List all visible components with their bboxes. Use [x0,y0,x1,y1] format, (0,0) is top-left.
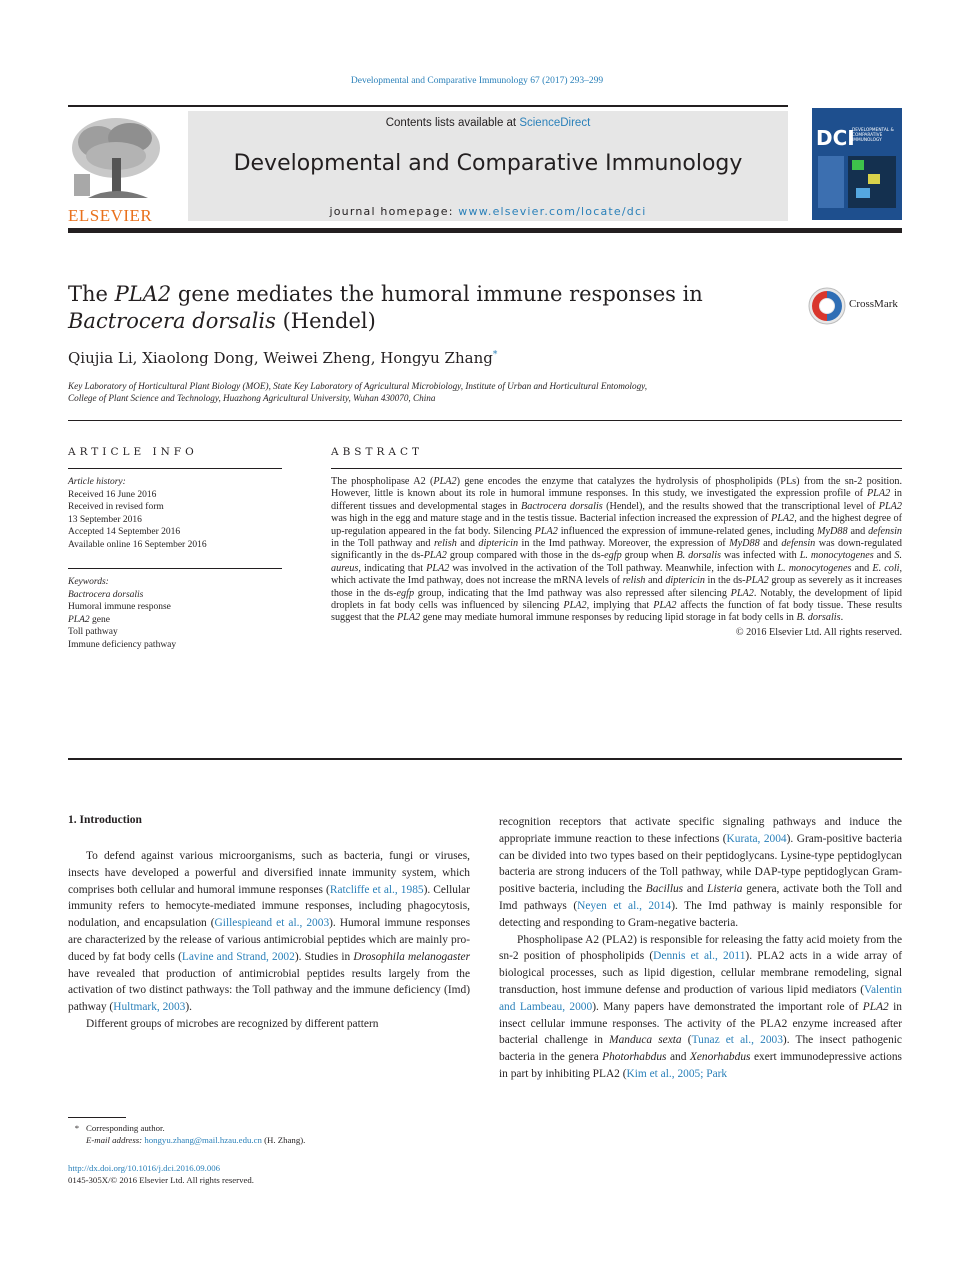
crossmark-label[interactable]: CrossMark [849,298,898,310]
journal-cover[interactable] [812,108,902,220]
email-link[interactable]: hongyu.zhang@mail.hzau.edu.cn [144,1135,262,1145]
contents-line: Contents lists available at ScienceDirect [385,117,591,129]
footnote: * Corresponding author. E-mail address: hongyu.zhang@mail.hzau.edu.cn (H. Zhang). [74,1123,306,1145]
elsevier-tree-logo [68,114,164,206]
abstract-copyright: © 2016 Elsevier Ltd. All rights reserved. [735,626,902,638]
abstract-heading: ABSTRACT [331,446,424,458]
corresponding-mark[interactable]: * [492,350,498,360]
info-rule [68,468,282,469]
intro-right-column: recognition receptors that activate specific signaling pathways and induce the appropriate immune reaction to these infections (Kurata, 2004). Gram-positive bacteria can be divided into two types based on their peptidoglycans. Lysine-type peptidoglycan bacteria are strong inducers of the Toll pathway, while DAP-type peptidoglycan Gram-positive bacteria, including the Bacillus and Listeria genera, activate both the Toll and Imd pathways (Neyen et al., 2014). The Imd pathway is mainly responsible for detecting and responding to Gram-negative bacteria. Phospholipase A2 (PLA2) is responsible for releasing the fatty acid moiety from the sn-2 position of phospholipids (Dennis et al., 2011). PLA2 acts in a wide array of biological processes, such as lipid digestion, cellular membrane remodeling, signal transduction, host immune defense and production of various lipid mediators (Valentin and Lambeau, 2000). Many papers have demonstrated the important role of PLA2 in insect cellular immune responses. The activity of the PLA2 enzyme increased after bacterial challenge in Manduca sexta (Tunaz et al., 2003). The insect pathogenic bacteria in the genera Photorhabdus and Xenorhabdus exert immunodepressive actions in part by inhibiting PLA2 (Kim et al., 2005; Park [499,816,903,1080]
header-top-rule [68,105,788,107]
header-bottom-rule [68,228,902,233]
cover-title: DEVELOPMENTAL & COMPARATIVE IMMUNOLOGY [852,128,894,143]
journal-reference[interactable]: Developmental and Comparative Immunology 67 (2017) 293–299 [350,76,604,86]
abstract-text: The phospholipase A2 (PLA2) gene encodes the enzyme that catalyzes the hydrolysis of phospholipids (PLs) from the sn-2 position. However, little is known about its role in humoral immune responses. In this study, we investigated the expression profile of PLA2 in different tissues and developmental stages in Bactrocera dorsalis (Hendel), and the results showed that the transcriptional level of PLA2 was high in the egg and mature stage and in the testis tissue. Bacterial infection increased the expression of PLA2, and the highest degree of up-regulation appeared in the fat body. Silencing PLA2 influenced the expression of immune-related genes, including MyD88 and defensin in the Toll pathway and relish and diptericin in the Imd pathway. Moreover, the expression of MyD88 and defensin was down-regulated significantly in the ds-PLA2 group compared with those in the ds-egfp group when B. dorsalis was infected with L. monocytogenes and S. aureus, indicating that PLA2 was involved in the activation of the Toll pathway. Meanwhile, infection with L. monocytogenes and E. coli, which activate the Imd pathway, does not increase the mRNA levels of relish and diptericin in the ds-PLA2 group as severely as it increases those in the ds-egfp group, indicating that the Imd pathway was also repressed after silencing PLA2. Notably, the development of lipid droplets in fat body cells was influenced by silencing PLA2, implying that PLA2 affects the function of fat body tissue. These results suggest that the PLA2 gene may mediate humoral immune responses by reducing lipid storage in fat body cells in B. dorsalis. © 2016 Elsevier Ltd. All rights reserved. [331,476,903,638]
footnote-rule [68,1117,126,1118]
keywords-rule [68,568,282,569]
info-top-rule [68,420,902,421]
keywords: Keywords: Bactrocera dorsalis Humoral immune response PLA2 gene Toll pathway Immune deficiency pathway [68,577,177,650]
article-info-heading: ARTICLE INFO [68,446,198,458]
article-title: The PLA2 gene mediates the humoral immune responses in Bactrocera dorsalis (Hendel) [68,282,703,333]
intro-left-column: To defend against various microorganisms, such as bacteria, fungi or viruses, insects have developed a powerful and diversified innate immunity system, which comprises both cellular and humoral immune responses (Ratcliffe et al., 1985). Cellular immunity refers to hemocyte-mediated immune responses, including phagocytosis, nodulation, and encapsulation (Gillespieand et al., 2003). Humoral immune responses are characterized by the release of various antimicrobial peptides which are mainly produced by fat body cells (Lavine and Strand, 2002). Studies in Drosophila melanogaster have revealed that production of antimicrobial peptides results largely from the activation of two distinct pathways: the Toll pathway and the immune deficiency (Imd) pathway (Hultmark, 2003). Different groups of microbes are recognized by different pattern [68,850,471,1030]
cover-abbrev: DCI [816,126,855,150]
doi-block: http://dx.doi.org/10.1016/j.dci.2016.09.006 0145-305X/© 2016 Elsevier Ltd. All rights reserved. [68,1163,255,1185]
doi-link[interactable]: http://dx.doi.org/10.1016/j.dci.2016.09.006 [68,1163,221,1173]
article-history: Article history: Received 16 June 2016 Received in revised form 13 September 2016 Accepted 14 September 2016 Available online 16 September 2016 [68,477,207,550]
homepage-link[interactable]: www.elsevier.com/locate/dci [458,205,647,218]
elsevier-wordmark: ELSEVIER [68,206,153,225]
journal-homepage: journal homepage: www.elsevier.com/locate/dci [329,205,647,218]
abstract-rule [331,468,902,469]
journal-title: Developmental and Comparative Immunology [233,151,743,176]
authors: Qiujia Li, Xiaolong Dong, Weiwei Zheng, Hongyu Zhang* [68,349,498,367]
crossmark-icon[interactable] [807,286,847,326]
sciencedirect-link[interactable]: ScienceDirect [519,117,591,129]
section-heading-introduction: 1. Introduction [68,814,142,826]
affiliation: Key Laboratory of Horticultural Plant Biology (MOE), State Key Laboratory of Agricultural Microbiology, Institute of Urban and Horticultural Entomology, College of Plant Science and Technology, Huazhong Agricultural University, Wuhan 430070, China [68,381,648,403]
abstract-bottom-rule [68,758,902,760]
